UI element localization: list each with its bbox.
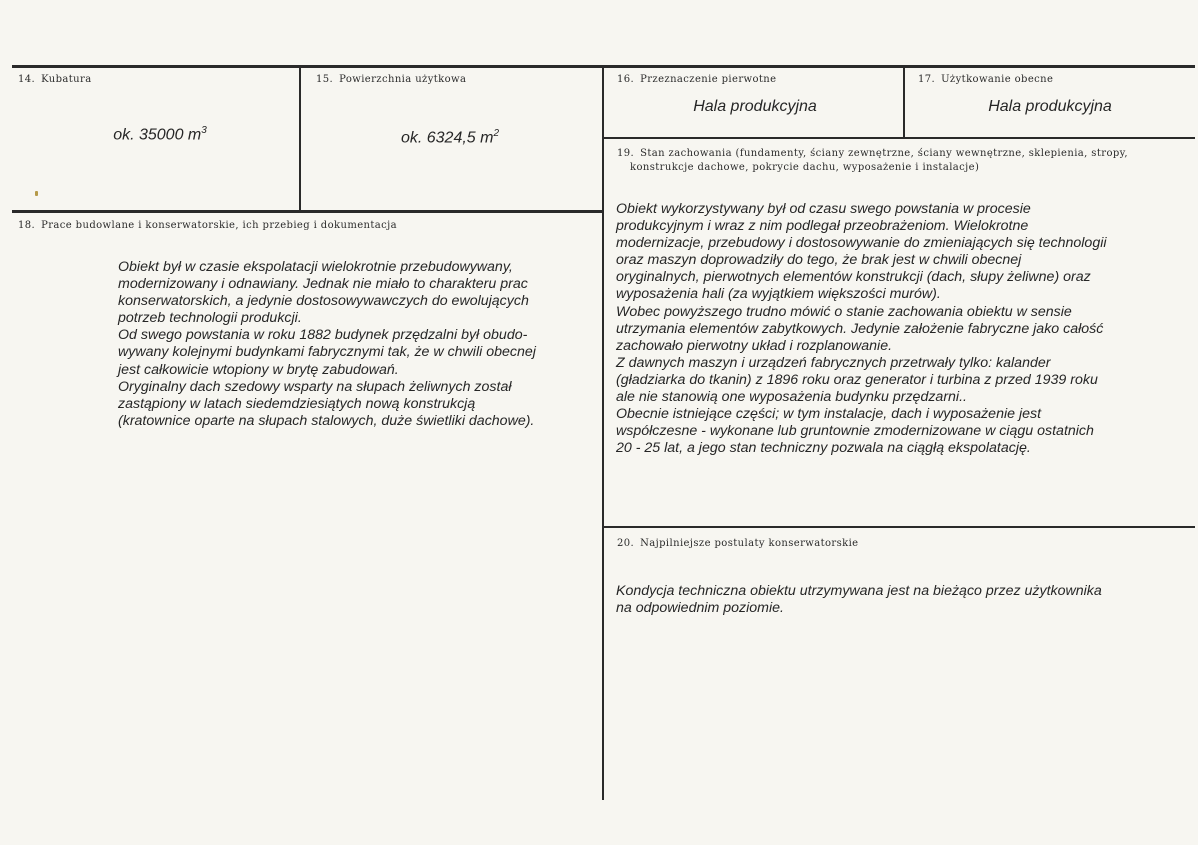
text-line: Obiekt wykorzystywany był od czasu swego powstania w procesie: [616, 201, 1031, 217]
text-line: Z dawnych maszyn i urządzeń fabrycznych przetrwały tylko: kalander: [616, 354, 1051, 371]
stan-zachowania-text: [616, 201, 1107, 457]
text-line: utrzymania elementów zabytkowych. Jedynie założenie fabryczne jako całość: [616, 320, 1104, 337]
field-label-continuation: konstrukcje dachowe, pokrycie dachu, wyposażenie i instalacje): [630, 162, 980, 173]
field-number: 14.: [18, 74, 36, 85]
text-line: na odpowiednim poziomie.: [616, 600, 784, 617]
field-label: Powierzchnia użytkowa: [339, 74, 467, 85]
rule-under-16-17: [603, 137, 1195, 139]
field-label: Przeznaczenie pierwotne: [640, 74, 777, 85]
text-line: Obecnie istniejące części; w tym instalacje, dach i wyposażenie jest: [616, 406, 1042, 423]
field-number: 15.: [316, 74, 334, 85]
text-line: 20 - 25 lat, a jego stan techniczny pozwala na ciągłą ekspolatację.: [616, 440, 1031, 457]
postulaty-text: [616, 583, 1102, 617]
text-line: modernizowany i odnawiany. Jednak nie miało to charakteru prac: [118, 276, 528, 293]
text-line: oryginalnych, pierwotnych elementów konstrukcji (dach, słupy żeliwne) oraz: [616, 269, 1091, 286]
text-line: Oryginalny dach szedowy wsparty na słupach żeliwnych został: [118, 378, 512, 395]
field-number: 16.: [617, 74, 635, 85]
text-line: zastąpiony w latach siedemdziesiątych nową konstrukcją: [118, 395, 476, 412]
uzytkowanie-label: [918, 74, 1053, 85]
divider-14-15: [299, 66, 301, 212]
powierzchnia-value: ok. 6324,5 $m^2$: [400, 128, 500, 147]
rule-under-19: [603, 526, 1195, 528]
text-line: konserwatorskich, a jedynie dostosowywawczych do ewolujących: [118, 293, 529, 310]
text-line: Od swego powstania w roku 1882 budynek przędzalni był obudo-: [118, 327, 528, 344]
przeznaczenie-value: Hala produkcyjna: [693, 98, 817, 115]
field-number: 20.: [617, 538, 635, 549]
unit-superscript: 3: [201, 125, 207, 136]
text-line: Obiekt był w czasie ekspolatacji wielokrotnie przebudowywany,: [118, 259, 513, 275]
prace-budowlane-text: [118, 259, 536, 430]
powierzchnia-label: [316, 74, 466, 85]
rule-under-14-15: [12, 210, 604, 213]
stan-zachowania-label: [617, 147, 1128, 175]
text-line: jest całkowicie wtopiony w brytę zabudowań.: [118, 361, 399, 378]
field-number: 19.: [617, 148, 635, 159]
text-line: potrzeb technologii produkcji.: [118, 310, 302, 327]
uzytkowanie-value: Hala produkcyjna: [988, 98, 1112, 115]
paper-speck: [35, 191, 38, 196]
field-label: Najpilniejsze postulaty konserwatorskie: [640, 538, 859, 549]
text-line: Wobec powyższego trudno mówić o stanie zachowania obiektu w sensie: [616, 303, 1072, 320]
przeznaczenie-label: [617, 74, 776, 85]
field-number: 17.: [918, 74, 936, 85]
text-line: wywany kolejnymi budynkami fabrycznymi tak, że w chwili obecnej: [118, 344, 536, 361]
prace-budowlane-label: [18, 220, 397, 231]
kubatura-label: [18, 74, 92, 85]
unit-superscript: 2: [493, 128, 500, 139]
text-line: modernizacje, przebudowy i dostosowywanie do zmieniających się technologii: [616, 235, 1107, 252]
divider-16-17: [903, 66, 905, 139]
field-label: Użytkowanie obecne: [941, 74, 1054, 85]
text-line: (kratownice oparte na słupach stalowych, duże świetliki dachowe).: [118, 412, 535, 429]
postulaty-label: [617, 538, 859, 549]
field-label: Kubatura: [41, 74, 92, 85]
text-line: oraz maszyn doprowadziły do tego, że brak jest w chwili obecnej: [616, 252, 1022, 269]
field-label: Prace budowlane i konserwatorskie, ich przebieg i dokumentacja: [41, 220, 397, 231]
text-line: (gładziarka do tkanin) z 1896 roku oraz generator i turbina z przed 1939 roku: [616, 371, 1098, 388]
text-line: współczesne - wykonane lub gruntownie zmodernizowane w ciągu ostatnich: [616, 423, 1094, 440]
field-number: 18.: [18, 220, 36, 231]
text-line: produkcyjnym i wraz z nim podlegał przeobrażeniom. Wielokrotne: [616, 218, 1029, 235]
text-line: zachowało pierwotny układ i rozplanowanie.: [616, 337, 893, 354]
kubatura-value: ok. 35000 $m^3$: [113, 125, 207, 144]
text-line: wyposażenia hali (za wyjątkiem większości murów).: [616, 286, 941, 303]
field-label: Stan zachowania (fundamenty, ściany zewnętrzne, ściany wewnętrzne, sklepienia, stropy,: [640, 148, 1128, 159]
center-divider: [602, 66, 604, 800]
text-line: ale nie stanowią one wyposażenia budynku przędzarni..: [616, 389, 967, 406]
text-line: Kondycja techniczna obiektu utrzymywana jest na bieżąco przez użytkownika: [616, 583, 1102, 599]
